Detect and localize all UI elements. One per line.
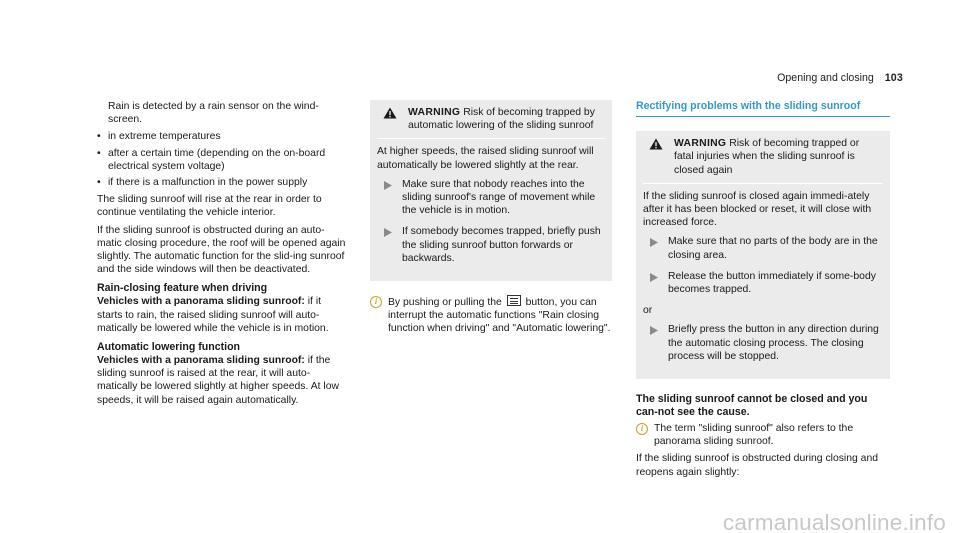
warning-text: Risk of becoming trapped by automatic lowering of the sliding sunroof — [408, 107, 595, 132]
arrow-right-icon — [650, 273, 658, 282]
list-item: • after a certain time (depending on the on-board electrical system voltage) — [97, 147, 349, 173]
vehicle-qualifier: Vehicles with a panorama sliding sunroof: — [97, 296, 305, 308]
problem-heading: The sliding sunroof cannot be closed and you can-not see the cause. — [636, 393, 868, 419]
arrow-right-icon — [650, 326, 658, 335]
column-middle — [370, 100, 612, 336]
warning-header — [643, 137, 883, 184]
paragraph — [97, 295, 349, 335]
arrow-right-icon — [384, 228, 392, 237]
warning-heading — [674, 137, 879, 177]
info-icon: i — [370, 296, 382, 308]
info-icon: i — [636, 423, 648, 435]
paragraph: The sliding sunroof will rise at the rear in order to continue ventilating the vehicle interior. — [97, 194, 322, 219]
paragraph: If the sliding sunroof is closed again immedi-ately after it has been blocked or reset, it will close with increased force. — [643, 190, 872, 229]
page-header — [777, 72, 903, 85]
warning-heading — [408, 106, 601, 132]
column-left — [97, 100, 349, 411]
arrow-right-icon — [384, 181, 392, 190]
warning-body — [377, 145, 605, 265]
note-text: The term "sliding sunroof" also refers to the panorama sliding sunroof. — [654, 423, 854, 448]
intro-continuation: Rain is detected by a rain sensor on the wind-screen. — [108, 101, 319, 126]
note-text-end: button, you can interrupt the automatic functions "Rain closing function when driving" and "Automatic lowering". — [388, 297, 611, 335]
or-label: or — [643, 305, 653, 317]
heading-automatic-lowering: Automatic lowering function — [97, 341, 241, 354]
note-text-start: By pushing or pulling the — [388, 297, 505, 309]
warning-body — [643, 190, 883, 363]
note-text — [388, 295, 612, 336]
heading-rain-closing: Rain-closing feature when driving — [97, 282, 268, 295]
step-text: Make sure that no parts of the body are in the closing area. — [668, 236, 878, 261]
list-item: • in extreme temperatures — [97, 130, 349, 143]
paragraph-text: if the sliding sunroof is raised at the rear, it will auto-matically be lowered slightly at higher speeds. At low speeds, it will be raised again automatically. — [97, 355, 339, 406]
paragraph: At higher speeds, the raised sliding sunroof will automatically be lowered slightly at the rear. — [377, 146, 594, 171]
instruction-step — [377, 178, 605, 218]
paragraph: If the sliding sunroof is obstructed during an auto-matic closing procedure, the roof will be opened again slightly. The automatic function for the slid-ing sunroof and the side windows will then be deactivated. — [97, 224, 346, 276]
step-text: If somebody becomes trapped, briefly push the sliding sunroof button forwards or backwards. — [402, 226, 601, 264]
step-text: Release the button immediately if some-body becomes trapped. — [668, 270, 876, 296]
warning-box — [636, 131, 890, 379]
vehicle-qualifier: Vehicles with a panorama sliding sunroof: — [97, 355, 305, 367]
step-text: Make sure that nobody reaches into the sliding sunroof's range of movement while the vehicle is in motion. — [402, 178, 596, 217]
instruction-step — [643, 323, 883, 363]
warning-box — [370, 100, 612, 281]
warning-triangle-icon — [649, 138, 663, 150]
menu-button-icon — [507, 295, 521, 306]
note — [636, 422, 890, 448]
instruction-step — [643, 270, 883, 296]
watermark-text: carmanualsonline.info — [722, 509, 946, 533]
warning-header — [377, 106, 605, 139]
warning-label: WARNING — [408, 107, 461, 118]
instruction-step — [377, 225, 605, 265]
arrow-right-icon — [650, 238, 658, 247]
section-title: Rectifying problems with the sliding sunroof — [636, 100, 890, 117]
condition-list — [97, 130, 349, 189]
warning-text: Risk of becoming trapped or fatal injuries when the sliding sunroof is closed again — [674, 138, 860, 176]
paragraph: If the sliding sunroof is obstructed during closing and reopens again slightly: — [636, 453, 879, 478]
paragraph-text: if it starts to rain, the raised sliding sunroof will auto-matically be lowered while the vehicle is in motion. — [97, 296, 329, 334]
column-right — [636, 100, 890, 483]
step-text: Briefly press the button in any direction during the automatic closing process. The closing process will be stopped. — [668, 324, 879, 362]
warning-label: WARNING — [674, 138, 727, 150]
page-number: 103 — [884, 72, 903, 84]
paragraph — [97, 354, 349, 407]
list-item: • if there is a malfunction in the power supply — [97, 176, 349, 189]
note — [370, 295, 612, 336]
warning-triangle-icon — [383, 107, 397, 119]
instruction-step — [643, 235, 883, 261]
header-title: Opening and closing — [777, 72, 874, 84]
